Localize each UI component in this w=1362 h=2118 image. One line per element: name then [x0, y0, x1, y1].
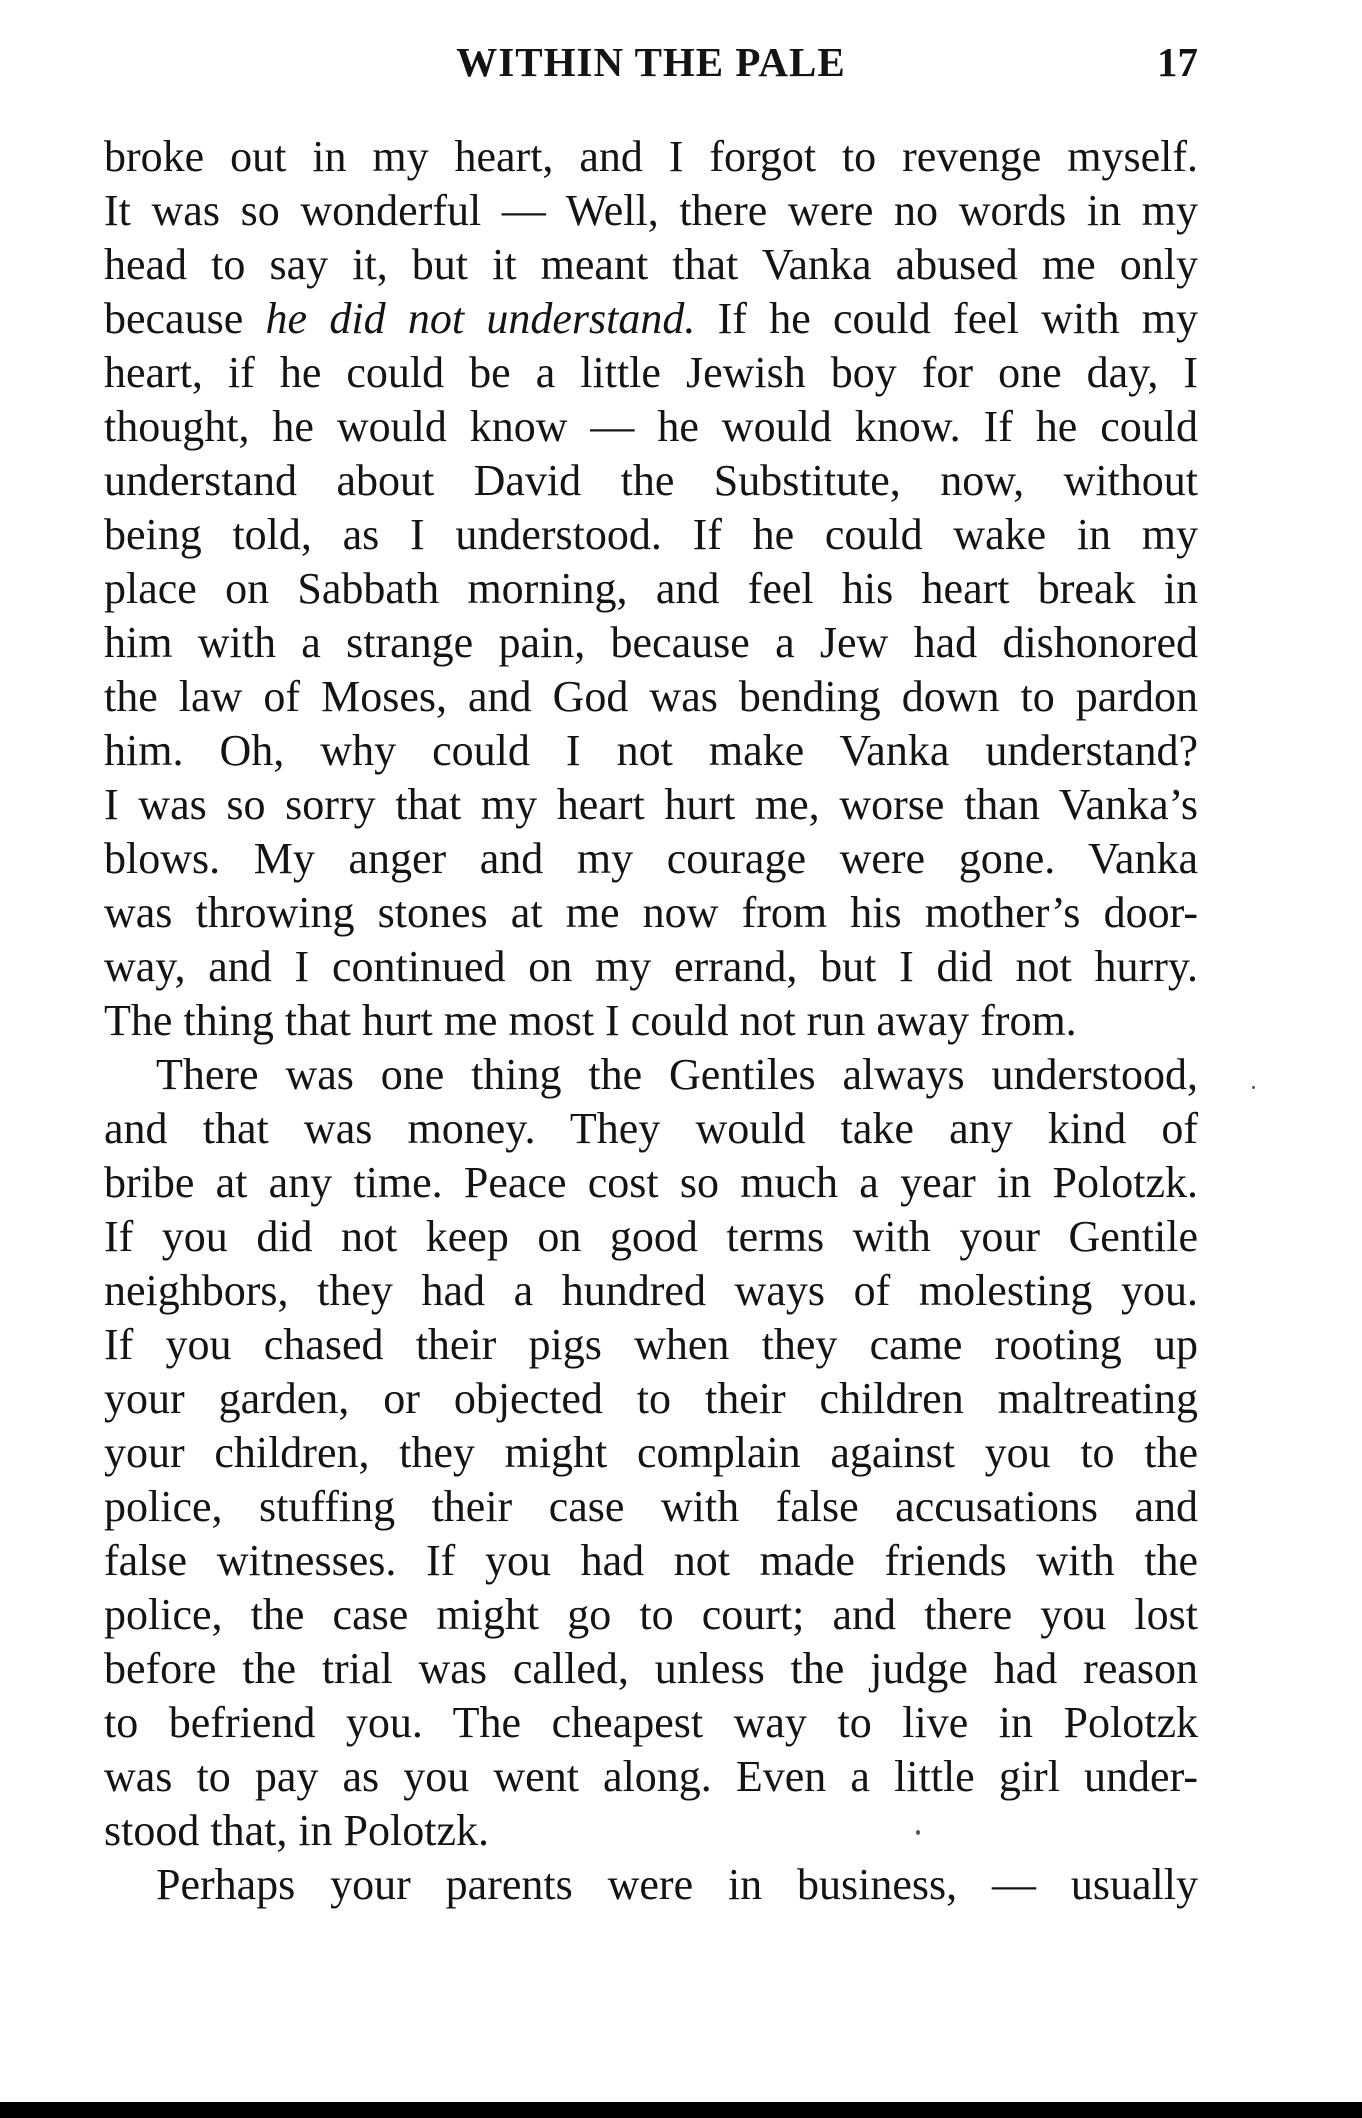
text-line: way, and I continued on my errand, but I did not hurry.: [104, 942, 1198, 991]
text-line: him with a strange pain, because a Jew had dishonored: [104, 618, 1198, 667]
print-speck: [916, 1830, 920, 1835]
text-run: because: [104, 294, 266, 343]
body-text: [104, 130, 1198, 1912]
text-line: place on Sabbath morning, and feel his heart break in: [104, 564, 1198, 613]
text-line: broke out in my heart, and I forgot to revenge myself.: [104, 132, 1198, 181]
text-line: false witnesses. If you had not made friends with the: [104, 1536, 1198, 1585]
text-line: thought, he would know — he would know. If he could: [104, 402, 1198, 451]
text-line: If you did not keep on good terms with your Gentile: [104, 1212, 1198, 1261]
text-line: [104, 292, 1198, 346]
text-line: the law of Moses, and God was bending down to pardon: [104, 672, 1198, 721]
text-line: him. Oh, why could I not make Vanka understand?: [104, 726, 1198, 775]
print-speck: [1252, 1086, 1255, 1089]
scan-edge-bar: [0, 2102, 1362, 2118]
italic-emphasis: he did not understand.: [265, 294, 696, 343]
running-head: [104, 38, 1198, 98]
text-line: There was one thing the Gentiles always understood,: [156, 1050, 1198, 1099]
text-line: your garden, or objected to their children maltreating: [104, 1374, 1198, 1423]
text-line: It was so wonderful — Well, there were no words in my: [104, 186, 1198, 235]
text-line: before the trial was called, unless the judge had reason: [104, 1644, 1198, 1693]
paragraph: [104, 1048, 1198, 1858]
text-run: If he could feel with my: [695, 294, 1199, 343]
text-line: Perhaps your parents were in business, — usually: [156, 1860, 1198, 1909]
text-line: to befriend you. The cheapest way to live in Polotzk: [104, 1698, 1198, 1747]
running-title: WITHIN THE PALE: [456, 39, 846, 85]
text-line: head to say it, but it meant that Vanka abused me only: [104, 240, 1198, 289]
page-number: 17: [1157, 39, 1198, 85]
text-line: and that was money. They would take any kind of: [104, 1104, 1198, 1153]
text-line: police, the case might go to court; and there you lost: [104, 1590, 1198, 1639]
text-line: police, stuffing their case with false accusations and: [104, 1482, 1198, 1531]
text-line: neighbors, they had a hundred ways of molesting you.: [104, 1266, 1198, 1315]
text-line: I was so sorry that my heart hurt me, worse than Vanka’s: [104, 780, 1198, 829]
text-line: your children, they might complain against you to the: [104, 1428, 1198, 1477]
paragraph: [104, 130, 1198, 1048]
text-line: stood that, in Polotzk.: [104, 1806, 489, 1855]
text-line: understand about David the Substitute, now, without: [104, 456, 1198, 505]
text-line: heart, if he could be a little Jewish boy for one day, I: [104, 348, 1198, 397]
text-line: blows. My anger and my courage were gone. Vanka: [104, 834, 1198, 883]
text-line: being told, as I understood. If he could wake in my: [104, 510, 1198, 559]
text-line: was throwing stones at me now from his mother’s door-: [104, 888, 1198, 937]
paragraph: [104, 1858, 1198, 1912]
text-line: bribe at any time. Peace cost so much a year in Polotzk.: [104, 1158, 1198, 1207]
text-line: was to pay as you went along. Even a little girl under-: [104, 1752, 1198, 1801]
text-line: If you chased their pigs when they came rooting up: [104, 1320, 1198, 1369]
text-line: The thing that hurt me most I could not run away from.: [104, 996, 1077, 1045]
